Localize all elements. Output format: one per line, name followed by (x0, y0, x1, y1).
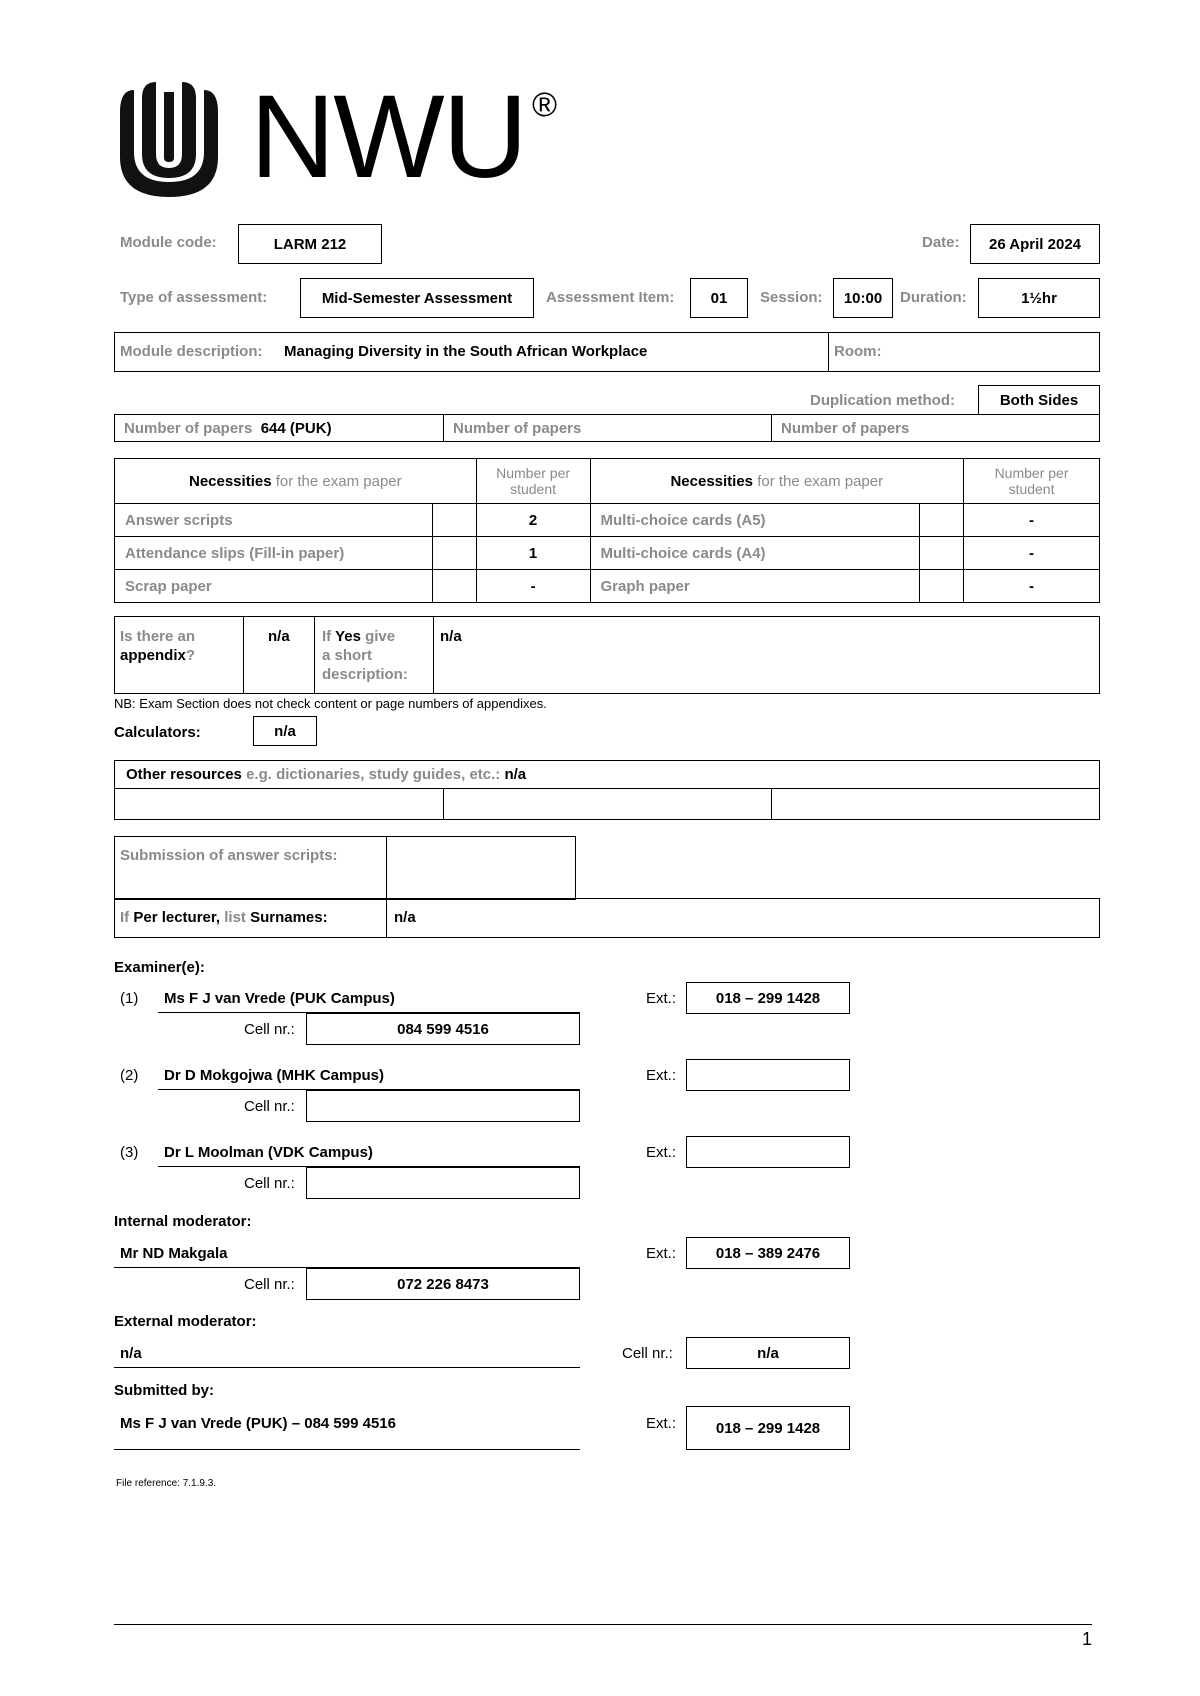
examiner-3-cell (306, 1167, 580, 1199)
count-cell: - (476, 570, 590, 603)
module-code-label: Module code: (120, 234, 217, 251)
item-cell: Attendance slips (Fill-in paper) (115, 537, 433, 570)
session-label: Session: (760, 289, 823, 306)
divider (828, 332, 829, 372)
examiner-3-name: Dr L Moolman (VDK Campus) (164, 1144, 373, 1161)
submission-label: Submission of answer scripts: (120, 847, 338, 864)
papers-cell-3: Number of papers (781, 420, 910, 437)
duration-label: Duration: (900, 289, 967, 306)
underline (114, 1367, 580, 1368)
appendix-value: n/a (268, 628, 290, 645)
calculators-label: Calculators: (114, 724, 201, 741)
submitted-by-ext: 018 – 299 1428 (686, 1406, 850, 1450)
examiner-2-number: (2) (120, 1067, 139, 1084)
count-cell: - (964, 504, 1100, 537)
file-reference: File reference: 7.1.9.3. (116, 1478, 217, 1489)
cell-label: Cell nr.: (622, 1345, 673, 1362)
per-student-header-right: Number per student (964, 459, 1100, 504)
submission-box (114, 836, 576, 900)
examiner-1-ext: 018 – 299 1428 (686, 982, 850, 1014)
table-row (115, 570, 1100, 603)
submitted-by-name: Ms F J van Vrede (PUK) – 084 599 4516 (120, 1415, 396, 1432)
internal-moderator-ext: 018 – 389 2476 (686, 1237, 850, 1269)
papers-cell-2: Number of papers (453, 420, 582, 437)
examiner-1-name: Ms F J van Vrede (PUK Campus) (164, 990, 395, 1007)
necessities-table (114, 458, 1100, 603)
appendix-description: n/a (440, 628, 462, 645)
internal-moderator-name: Mr ND Makgala (120, 1245, 228, 1262)
per-lecturer-label: If Per lecturer, list Surnames: (120, 909, 328, 926)
per-student-header-left: Number per student (476, 459, 590, 504)
examiner-3-ext (686, 1136, 850, 1168)
table-row (115, 537, 1100, 570)
ext-label: Ext.: (646, 1415, 677, 1432)
papers-cell-1: Number of papers 644 (PUK) (124, 420, 332, 437)
page-number: 1 (1082, 1629, 1093, 1649)
divider (443, 414, 444, 442)
duplication-value: Both Sides (978, 385, 1100, 415)
divider (386, 836, 387, 900)
type-of-assessment-value: Mid-Semester Assessment (300, 278, 534, 318)
assessment-item-label: Assessment Item: (546, 289, 675, 306)
divider (771, 788, 772, 820)
module-code-value: LARM 212 (238, 224, 382, 264)
external-moderator-label: External moderator: (114, 1313, 257, 1330)
duplication-label: Duplication method: (810, 392, 955, 409)
divider (243, 616, 244, 694)
divider (314, 616, 315, 694)
appendix-box (114, 616, 1100, 694)
logo-text: NWU (250, 71, 526, 203)
submitted-by-label: Submitted by: (114, 1382, 214, 1399)
count-cell: - (964, 570, 1100, 603)
external-moderator-name: n/a (120, 1345, 142, 1362)
room-label: Room: (834, 343, 882, 360)
calculators-value: n/a (253, 716, 317, 746)
examiner-3-number: (3) (120, 1144, 139, 1161)
divider (114, 788, 1100, 789)
item-cell: Multi-choice cards (A5) (590, 504, 920, 537)
duration-value: 1½hr (978, 278, 1100, 318)
footer-line (114, 1624, 1092, 1625)
appendix-question: Is there an appendix? (120, 628, 196, 664)
necessities-header-right: Necessities for the exam paper (590, 459, 964, 504)
module-description-label: Module description: (120, 343, 263, 360)
nb-note: NB: Exam Section does not check content or page numbers of appendixes. (114, 696, 547, 711)
cell-label: Cell nr.: (244, 1276, 295, 1293)
cell-label: Cell nr.: (244, 1175, 295, 1192)
item-cell: Graph paper (590, 570, 920, 603)
internal-moderator-cell: 072 226 8473 (306, 1268, 580, 1300)
date-label: Date: (922, 234, 960, 251)
examiner-1-number: (1) (120, 990, 139, 1007)
count-cell: 1 (476, 537, 590, 570)
table-row (115, 504, 1100, 537)
ext-label: Ext.: (646, 1245, 677, 1262)
date-value: 26 April 2024 (970, 224, 1100, 264)
nwu-logo (112, 71, 572, 203)
external-moderator-cell: n/a (686, 1337, 850, 1369)
appendix-description-label: If Yes give a short description: (322, 628, 408, 683)
divider (771, 414, 772, 442)
cell-label: Cell nr.: (244, 1021, 295, 1038)
cell-label: Cell nr.: (244, 1098, 295, 1115)
ext-label: Ext.: (646, 1144, 677, 1161)
count-cell: - (964, 537, 1100, 570)
count-cell: 2 (476, 504, 590, 537)
module-description-value: Managing Diversity in the South African Workplace (284, 343, 648, 360)
underline (114, 1449, 580, 1450)
registered-mark: ® (532, 86, 558, 124)
ext-label: Ext.: (646, 990, 677, 1007)
other-resources-label: Other resources e.g. dictionaries, study guides, etc.: n/a (126, 766, 527, 783)
divider (443, 788, 444, 820)
nwu-emblem-icon (112, 82, 227, 200)
examiners-label: Examiner(e): (114, 959, 205, 976)
assessment-item-value: 01 (690, 278, 748, 318)
item-cell: Answer scripts (115, 504, 433, 537)
session-value: 10:00 (833, 278, 893, 318)
examiner-1-cell: 084 599 4516 (306, 1013, 580, 1045)
divider (433, 616, 434, 694)
divider (386, 898, 387, 938)
type-of-assessment-label: Type of assessment: (120, 289, 268, 306)
item-cell: Multi-choice cards (A4) (590, 537, 920, 570)
examiner-2-cell (306, 1090, 580, 1122)
examiner-2-ext (686, 1059, 850, 1091)
necessities-header-left: Necessities for the exam paper (115, 459, 477, 504)
examiner-2-name: Dr D Mokgojwa (MHK Campus) (164, 1067, 385, 1084)
per-lecturer-value: n/a (394, 909, 416, 926)
item-cell: Scrap paper (115, 570, 433, 603)
ext-label: Ext.: (646, 1067, 677, 1084)
internal-moderator-label: Internal moderator: (114, 1213, 252, 1230)
